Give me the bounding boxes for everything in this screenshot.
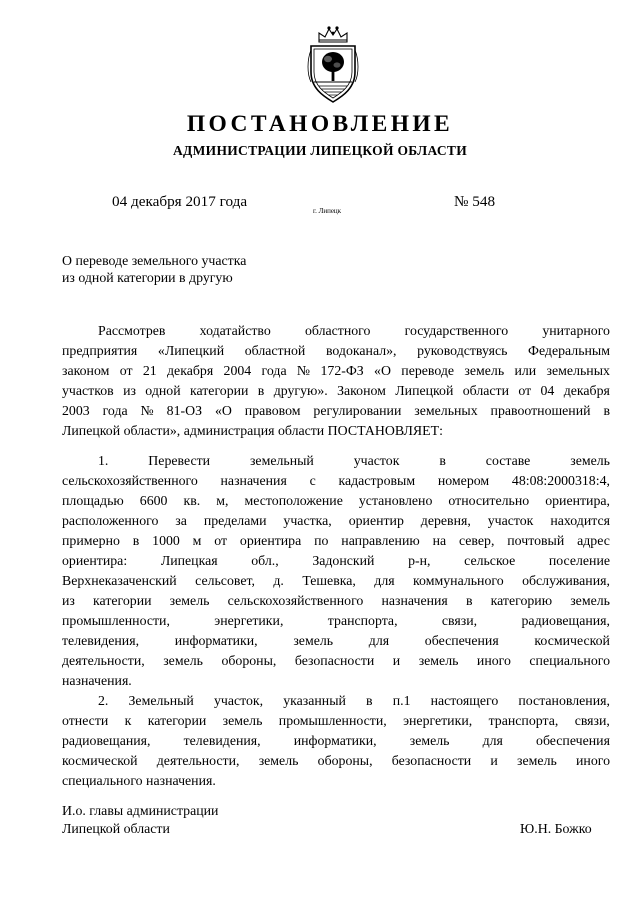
body-line (62, 472, 610, 489)
body-word: декабря (167, 363, 214, 378)
body-word: земель (293, 633, 334, 648)
body-word: для (374, 573, 395, 588)
body-line (62, 342, 610, 359)
body-word: м, (216, 493, 229, 508)
body-line (62, 362, 610, 379)
body-word: сельское (464, 553, 516, 568)
body-line (62, 382, 610, 399)
signature-position: Липецкой области (62, 821, 170, 836)
body-word: безопасности (294, 653, 375, 668)
body-word: д. (273, 573, 284, 588)
body-word: Липецкая (160, 553, 218, 568)
body-word: в (603, 403, 610, 418)
body-word: земельных (414, 403, 478, 418)
body-word: информатики, (293, 733, 377, 748)
signature-name: Ю.Н. Божко (520, 821, 592, 836)
body-word: площадью (62, 493, 124, 508)
body-word: сельскохозяйственного (62, 473, 198, 488)
body-word: кв. (183, 493, 201, 508)
signature-position: И.о. главы администрации (62, 803, 219, 818)
subject-line: О переводе земельного участка (62, 253, 247, 268)
body-word: земель (258, 753, 299, 768)
body-word: с (309, 473, 316, 488)
body-word: Задонский (312, 553, 375, 568)
document-number: № 548 (454, 193, 496, 210)
body-word: земель (570, 593, 610, 608)
body-word: радиовещания, (521, 613, 610, 628)
body-word: одной (145, 383, 181, 398)
body-word: радиовещания, (62, 733, 151, 748)
body-line (62, 712, 610, 729)
body-word: сельсовет, (195, 573, 255, 588)
body-word: 2. (98, 693, 109, 708)
body-word: Законом (337, 383, 386, 398)
body-line (62, 572, 610, 589)
body-line (62, 552, 610, 569)
body-word: иного (576, 753, 610, 768)
body-word: унитарного (542, 323, 610, 338)
body-word: областной (244, 343, 306, 358)
body-word: 81-ОЗ (166, 403, 203, 418)
body-word: кадастровым (338, 473, 416, 488)
body-word: правовом (244, 403, 301, 418)
body-word: руководствуясь (417, 343, 508, 358)
body-word: энергетики, (214, 613, 284, 628)
body-word: указанный (283, 693, 346, 708)
body-word: регулировании (313, 403, 402, 418)
body-word: законом (62, 363, 110, 378)
body-word: в (366, 693, 373, 708)
body-word: участка, (283, 513, 332, 528)
document-city: г. Липецк (313, 207, 342, 215)
body-word: номером (437, 473, 490, 488)
subject-line: из одной категории в другую (62, 270, 233, 285)
body-word: телевидения, (183, 733, 261, 748)
body-word: адрес (577, 533, 610, 548)
body-word: № (140, 403, 154, 418)
body-line (62, 732, 610, 749)
body-word: для (482, 733, 503, 748)
body-word: направлению (341, 533, 420, 548)
body-word: из (123, 383, 136, 398)
body-word: специального (529, 653, 610, 668)
body-word: участок (353, 453, 400, 468)
body-word: для (368, 633, 390, 648)
body-word: «О (374, 363, 391, 378)
body-word: земельных (546, 363, 610, 378)
body-word: другую». (273, 383, 328, 398)
body-word: коммунального (413, 573, 504, 588)
body-word: от (214, 533, 228, 548)
body-word: безопасности (391, 753, 472, 768)
body-word: земель (517, 753, 557, 768)
body-word: север, (458, 533, 495, 548)
body-word: предприятия (62, 343, 138, 358)
body-word: и (490, 753, 498, 768)
body-word: в (439, 453, 446, 468)
body-word: участков (62, 383, 114, 398)
body-word: земель (570, 453, 610, 468)
body-word: расположенного (62, 513, 159, 528)
body-line (62, 672, 132, 689)
document-subtitle: АДМИНИСТРАЦИИ ЛИПЕЦКОЙ ОБЛАСТИ (172, 143, 468, 158)
body-word: обеспечения (536, 733, 610, 748)
body-word: областного (304, 323, 371, 338)
body-word: Федеральным (528, 343, 610, 358)
body-word: категорию (490, 593, 553, 608)
body-word: транспорта, (488, 713, 559, 728)
body-word: № (296, 363, 311, 378)
body-word: 48:08:2000318:4, (511, 473, 610, 488)
body-line (62, 652, 610, 669)
body-word: года (261, 363, 287, 378)
body-word: категории (147, 713, 207, 728)
body-word: 2004 (223, 363, 252, 378)
body-word: 1. (98, 453, 109, 468)
body-word: информатики, (174, 633, 258, 648)
body-word: года (102, 403, 128, 418)
body-word: составе (485, 453, 531, 468)
body-word: деревня, (420, 513, 471, 528)
body-word: назначения (381, 593, 448, 608)
body-word: переводе (401, 363, 455, 378)
body-word: 6600 (139, 493, 168, 508)
body-word: ориентира: (62, 553, 128, 568)
body-word: от (119, 363, 133, 378)
body-word: земель (163, 653, 203, 668)
body-line (62, 422, 443, 439)
body-word: ориентира, (545, 493, 610, 508)
body-word: государственного (404, 323, 509, 338)
body-word: 172-ФЗ (320, 363, 364, 378)
body-word: в (132, 533, 140, 548)
body-word: пределами (203, 513, 267, 528)
document-date: 04 декабря 2017 года (112, 193, 248, 210)
body-line (62, 612, 610, 629)
body-word: 21 (142, 363, 157, 378)
body-word: промышленности, (278, 713, 387, 728)
body-word: назначения. (62, 673, 132, 688)
body-word: Тешевка, (302, 573, 356, 588)
body-line (62, 752, 610, 769)
body-word: иного (476, 653, 511, 668)
body-word: промышленности, (62, 613, 170, 628)
body-line (98, 692, 610, 709)
body-word: энергетики, (403, 713, 473, 728)
body-word: земельный (249, 453, 314, 468)
body-word: категории (189, 383, 249, 398)
body-line (62, 592, 610, 609)
body-word: п.1 (392, 693, 411, 708)
body-word: поселение (548, 553, 610, 568)
body-word: Рассмотрев (98, 323, 166, 338)
body-word: 2003 (62, 403, 90, 418)
body-word: «Липецкий (157, 343, 225, 358)
body-line (98, 452, 610, 469)
body-word: ходатайство (199, 323, 271, 338)
body-line (62, 532, 610, 549)
body-word: относительно (448, 493, 530, 508)
body-word: земель (464, 363, 505, 378)
body-word: Перевести (148, 453, 211, 468)
body-word: обороны, (221, 653, 277, 668)
body-word: связи, (574, 713, 610, 728)
body-word: почтовый (507, 533, 565, 548)
body-word: обеспечения (424, 633, 499, 648)
body-line (62, 512, 610, 529)
body-word: Верхнеказаченский (62, 573, 177, 588)
body-word: находится (550, 513, 610, 528)
body-word: Липецкой области», администрация области ПОСТАНОВЛЯЕТ: (62, 423, 443, 438)
body-word: обл., (251, 553, 279, 568)
body-word: специального назначения. (62, 773, 216, 788)
body-word: категории (93, 593, 152, 608)
body-word: в (465, 593, 473, 608)
body-line (62, 772, 216, 789)
body-word: назначения (220, 473, 287, 488)
body-line (62, 492, 610, 509)
body-word: декабря (563, 383, 610, 398)
body-word: установлено (358, 493, 433, 508)
body-word: деятельности, (62, 653, 145, 668)
body-word: сельскохозяйственного (227, 593, 364, 608)
body-word: примерно (62, 533, 120, 548)
body-word: отнести (62, 713, 109, 728)
body-word: телевидения, (62, 633, 140, 648)
body-word: космической (534, 633, 610, 648)
body-word: земель (409, 733, 450, 748)
body-word: земель (222, 713, 263, 728)
body-word: настоящего (430, 693, 499, 708)
body-word: ориентира (239, 533, 302, 548)
body-word: за (175, 513, 187, 528)
body-word: Земельный (128, 693, 194, 708)
body-word: из (62, 593, 75, 608)
body-word: 1000 (152, 533, 180, 548)
body-word: или (514, 363, 537, 378)
body-word: обороны, (317, 753, 373, 768)
body-word: земель (418, 653, 459, 668)
body-word: деятельности, (156, 753, 240, 768)
body-line (62, 632, 610, 649)
body-word: по (314, 533, 329, 548)
body-word: в (257, 383, 265, 398)
body-word: правоотношений (490, 403, 591, 418)
body-word: 04 (540, 383, 555, 398)
body-word: р-н, (408, 553, 431, 568)
document-title: ПОСТАНОВЛЕНИЕ (186, 111, 454, 137)
body-word: обслуживания, (522, 573, 610, 588)
body-word: участок (487, 513, 534, 528)
body-word: м (192, 533, 202, 548)
body-word: области (462, 383, 510, 398)
body-word: транспорта, (327, 613, 398, 628)
body-word: постановления, (518, 693, 610, 708)
body-word: ориентир (348, 513, 404, 528)
body-line (62, 402, 610, 419)
body-word: на (432, 533, 447, 548)
body-word: от (518, 383, 532, 398)
body-word: «О (214, 403, 232, 418)
body-word: космической (62, 753, 138, 768)
coat-of-arms-icon (305, 24, 361, 106)
body-word: Липецкой (395, 383, 454, 398)
body-word: участок, (213, 693, 264, 708)
body-word: местоположение (244, 493, 343, 508)
body-word: и (392, 653, 401, 668)
body-line (98, 322, 610, 339)
body-word: земель (169, 593, 210, 608)
body-word: водоканал», (325, 343, 397, 358)
body-word: к (124, 713, 132, 728)
body-word: связи, (441, 613, 478, 628)
